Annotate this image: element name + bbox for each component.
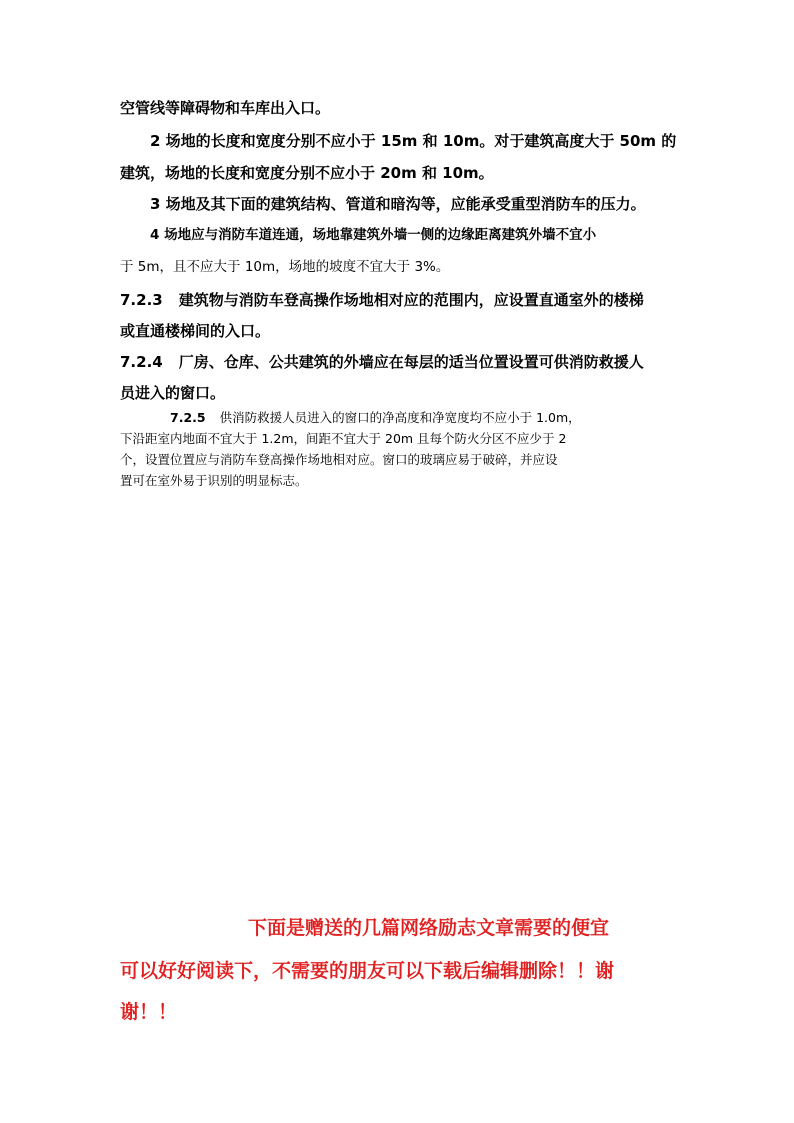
section-7-2-4	[120, 355, 644, 370]
paragraph-line: 下沿距室内地面不宜大于 1.2m，间距不宜大于 20m 且每个防火分区不应少于 2	[120, 431, 567, 446]
paragraph-line: 2 场地的长度和宽度分别不应小于 15m 和 10m。对于建筑高度大于 50m 的	[150, 132, 677, 150]
paragraph-line: 员进入的窗口。	[120, 384, 226, 402]
paragraph-line: 或直通楼梯间的入口。	[120, 322, 271, 340]
notice-line: 谢！！	[120, 1001, 178, 1023]
section-number: 7.2.5	[170, 410, 206, 425]
section-7-2-3	[120, 293, 644, 308]
paragraph-line: 空管线等障碍物和车库出入口。	[120, 99, 331, 117]
paragraph-line: 个，设置位置应与消防车登高操作场地相对应。窗口的玻璃应易于破碎，并应设	[120, 452, 558, 467]
section-text: 建筑物与消防车登高操作场地相对应的范围内，应设置直通室外的楼梯	[178, 291, 644, 309]
paragraph-line: 4 场地应与消防车道连通，场地靠建筑外墙一侧的边缘距离建筑外墙不宜小	[150, 227, 597, 243]
section-7-2-5	[170, 412, 581, 425]
notice-line: 下面是赠送的几篇网络励志文章需要的便宜	[248, 917, 610, 939]
paragraph-line: 建筑，场地的长度和宽度分别不应小于 20m 和 10m。	[120, 164, 494, 182]
paragraph-line: 3 场地及其下面的建筑结构、管道和暗沟等，应能承受重型消防车的压力。	[150, 195, 646, 213]
section-number: 7.2.4	[120, 353, 163, 371]
notice-line: 可以好好阅读下，不需要的朋友可以下载后编辑删除！！谢	[120, 960, 615, 982]
section-number: 7.2.3	[120, 291, 163, 309]
paragraph-line: 于 5m，且不应大于 10m，场地的坡度不宜大于 3%。	[120, 259, 450, 275]
section-text: 厂房、仓库、公共建筑的外墙应在每层的适当位置设置可供消防救援人	[178, 353, 644, 371]
section-text: 供消防救援人员进入的窗口的净高度和净宽度均不应小于 1.0m，	[219, 410, 581, 425]
paragraph-line: 置可在室外易于识别的明显标志。	[120, 473, 308, 488]
